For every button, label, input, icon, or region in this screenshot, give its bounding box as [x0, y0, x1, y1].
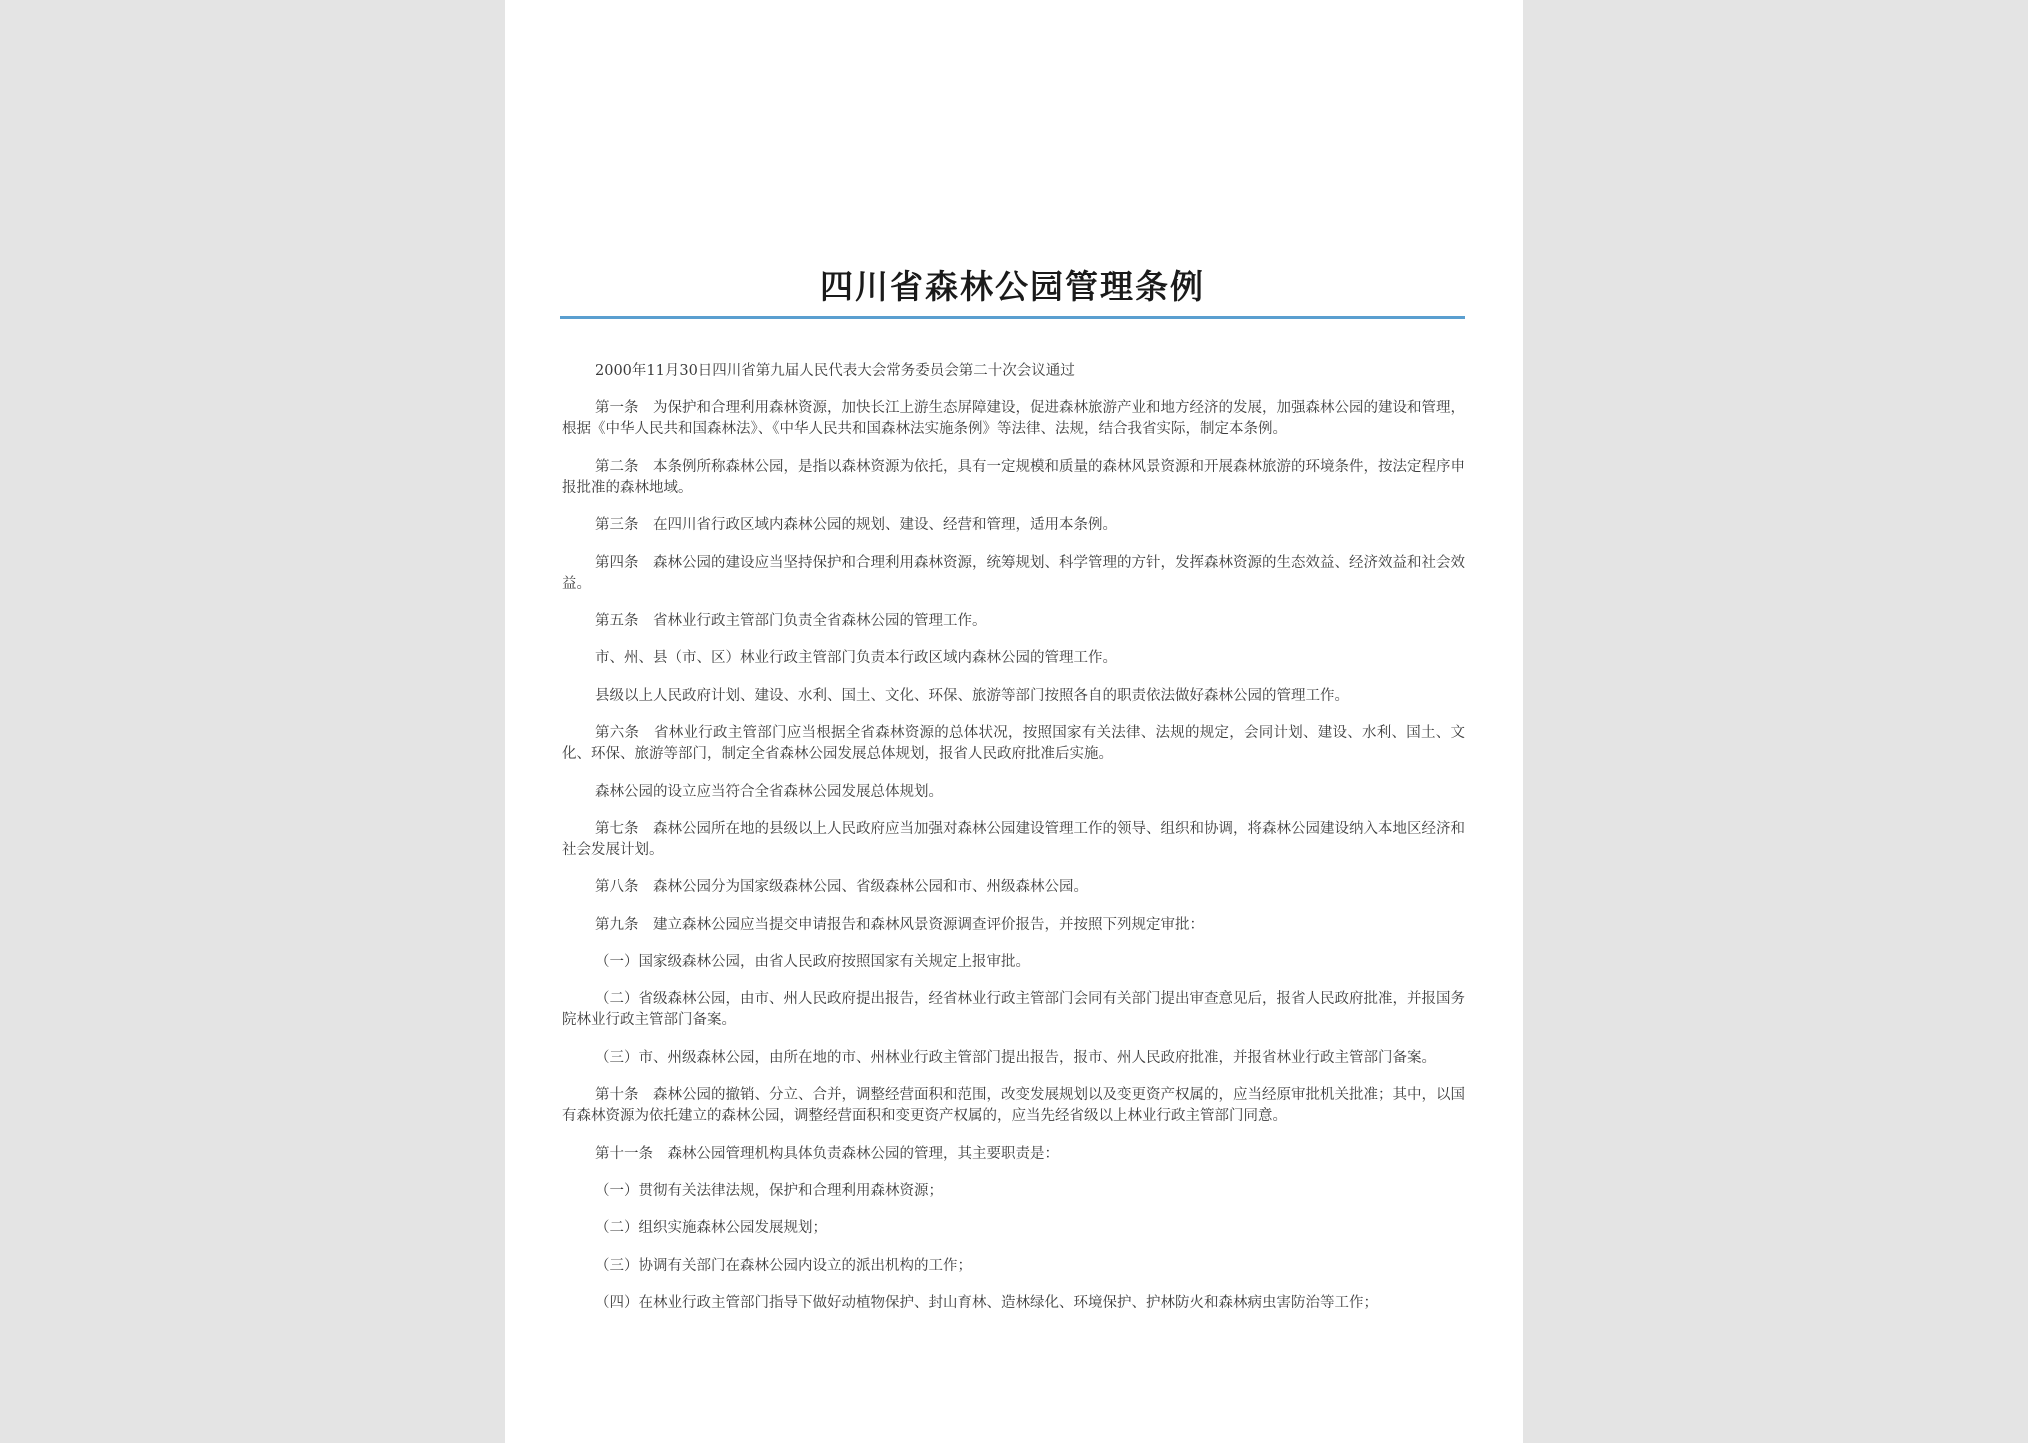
article-paragraph: 第十条 森林公园的撤销、分立、合并，调整经营面积和范围，改变发展规划以及变更资产权属的，应当经原审批机关批准；其中，以国有森林资源为依托建立的森林公园，调整经营面积和变更资产权属的，应当先经省级以上林业行政主管部门同意。: [562, 1087, 1465, 1125]
article-paragraph: 第七条 森林公园所在地的县级以上人民政府应当加强对森林公园建设管理工作的领导、组织和协调，将森林公园建设纳入本地区经济和社会发展计划。: [562, 820, 1465, 858]
article-paragraph: 第五条 省林业行政主管部门负责全省森林公园的管理工作。: [595, 612, 987, 629]
article-paragraph: 第三条 在四川省行政区域内森林公园的规划、建设、经营和管理，适用本条例。: [595, 517, 1117, 534]
article-paragraph: 第十一条 森林公园管理机构具体负责森林公园的管理，其主要职责是：: [595, 1145, 1059, 1162]
adoption-note: 2000年11月30日四川省第九届人民代表大会常务委员会第二十次会议通过: [595, 363, 1075, 379]
article-paragraph: 第二条 本条例所称森林公园，是指以森林资源为依托，具有一定规模和质量的森林风景资源和开展森林旅游的环境条件，按法定程序申报批准的森林地域。: [562, 458, 1465, 496]
article-paragraph: 县级以上人民政府计划、建设、水利、国土、文化、环保、旅游等部门按照各自的职责依法做好森林公园的管理工作。: [595, 687, 1349, 704]
list-item: （二）组织实施森林公园发展规划；: [595, 1220, 827, 1237]
title-underline: [560, 316, 1465, 319]
list-item: （一）国家级森林公园，由省人民政府按照国家有关规定上报审批。: [595, 954, 1030, 971]
list-item: （一）贯彻有关法律法规，保护和合理利用森林资源；: [595, 1183, 943, 1200]
article-paragraph: 第四条 森林公园的建设应当坚持保护和合理利用森林资源，统筹规划、科学管理的方针，发挥森林资源的生态效益、经济效益和社会效益。: [562, 554, 1465, 592]
list-item: （二）省级森林公园，由市、州人民政府提出报告，经省林业行政主管部门会同有关部门提出审查意见后，报省人民政府批准，并报国务院林业行政主管部门备案。: [562, 991, 1465, 1029]
article-paragraph: 森林公园的设立应当符合全省森林公园发展总体规划。: [595, 783, 943, 800]
list-item: （三）协调有关部门在森林公园内设立的派出机构的工作；: [595, 1257, 972, 1274]
list-item: （三）市、州级森林公园，由所在地的市、州林业行政主管部门提出报告，报市、州人民政府批准，并报省林业行政主管部门备案。: [595, 1049, 1436, 1066]
document-title: 四川省森林公园管理条例: [820, 267, 1205, 306]
article-paragraph: 第六条 省林业行政主管部门应当根据全省森林资源的总体状况，按照国家有关法律、法规的规定，会同计划、建设、水利、国土、文化、环保、旅游等部门，制定全省森林公园发展总体规划，报省人民政府批准后实施。: [562, 725, 1465, 763]
article-paragraph: 第八条 森林公园分为国家级森林公园、省级森林公园和市、州级森林公园。: [595, 879, 1088, 896]
list-item: （四）在林业行政主管部门指导下做好动植物保护、封山育林、造林绿化、环境保护、护林防火和森林病虫害防治等工作；: [595, 1295, 1378, 1312]
article-paragraph: 第一条 为保护和合理利用森林资源，加快长江上游生态屏障建设，促进森林旅游产业和地方经济的发展，加强森林公园的建设和管理，根据《中华人民共和国森林法》、《中华人民共和国森林法实施条例》等法律、法规，结合我省实际，制定本条例。: [562, 400, 1465, 438]
article-paragraph: 市、州、县（市、区）林业行政主管部门负责本行政区域内森林公园的管理工作。: [595, 650, 1117, 667]
document-page: [505, 0, 1523, 1443]
document-body: [562, 361, 1465, 1331]
article-paragraph: 第九条 建立森林公园应当提交申请报告和森林风景资源调查评价报告，并按照下列规定审批：: [595, 916, 1204, 933]
